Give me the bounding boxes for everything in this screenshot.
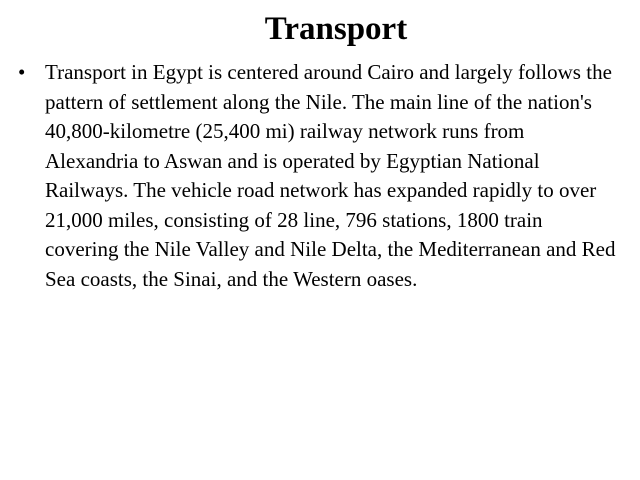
bullet-list (18, 58, 618, 294)
bullet-marker: • (18, 60, 26, 84)
bullet-item (18, 58, 618, 294)
bullet-text: Transport in Egypt is centered around Cairo and largely follows the pattern of settlement along the Nile. The main line of the nation's 40,800-kilometre (25,400 mi) railway network runs from Alexandria to Aswan and is operated by Egyptian National Railways. The vehicle road network has expanded rapidly to over 21,000 miles, consisting of 28 line, 796 stations, 1800 train covering the Nile Valley and Nile Delta, the Mediterranean and Red Sea coasts, the Sinai, and the Western oases. (45, 60, 616, 291)
slide-title: Transport (264, 11, 408, 47)
